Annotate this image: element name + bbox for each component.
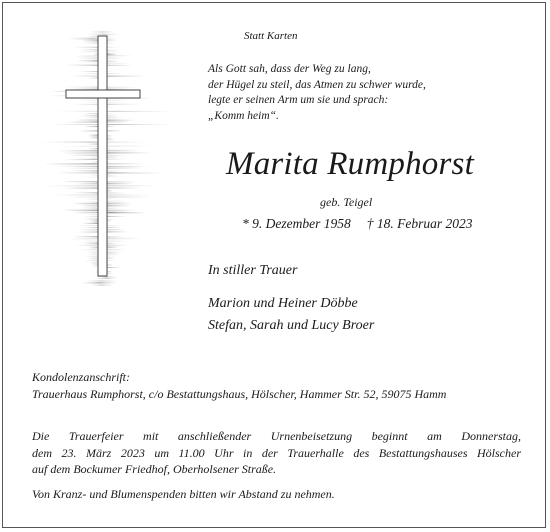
ceremony-line: auf dem Bockumer Friedhof, Oberholsener Straße. — [32, 462, 277, 476]
poem-line: „Komm heim“. — [208, 109, 279, 122]
death-date: † 18. Februar 2023 — [366, 216, 473, 231]
poem-line: legte er seinen Arm um sie und sprach: — [208, 94, 389, 106]
statt-karten: Statt Karten — [244, 30, 298, 42]
maiden-name: geb. Teigel — [320, 195, 373, 209]
ceremony-line: dem 23. März 2023 um 11.00 Uhr in der Trauerhalle des Bestattungshauses Hölscher — [32, 445, 521, 460]
mourner-family: Stefan, Sarah und Lucy Broer — [208, 318, 375, 333]
cross-icon — [22, 28, 180, 290]
condolence-address: Trauerhaus Rumphorst, c/o Bestattungshaus, Hölscher, Hammer Str. 52, 59075 Hamm — [32, 387, 447, 401]
mourning-heading: In stiller Trauer — [208, 263, 298, 278]
deceased-name: Marita Rumphorst — [226, 146, 474, 182]
poem — [208, 62, 426, 124]
condolence-label: Kondolenzanschrift: — [32, 370, 130, 384]
poem-line: Als Gott sah, dass der Weg zu lang, — [208, 63, 371, 75]
birth-date: * 9. Dezember 1958 — [242, 216, 351, 231]
cross-shading-stroke — [87, 281, 117, 282]
closing-note: Von Kranz- und Blumenspenden bitten wir Abstand zu nehmen. — [32, 487, 335, 501]
poem-line: der Hügel zu steil, das Atmen zu schwer wurde, — [208, 78, 426, 91]
ceremony-line: Die Trauerfeier mit anschließender Urnenbeisetzung beginnt am Donnerstag, — [32, 429, 521, 443]
life-dates — [242, 216, 472, 232]
cross-shading-stroke — [72, 171, 122, 172]
cross-shading-stroke — [63, 159, 126, 160]
mourner-family: Marion und Heiner Döbbe — [208, 296, 358, 311]
ceremony-info — [32, 428, 521, 478]
